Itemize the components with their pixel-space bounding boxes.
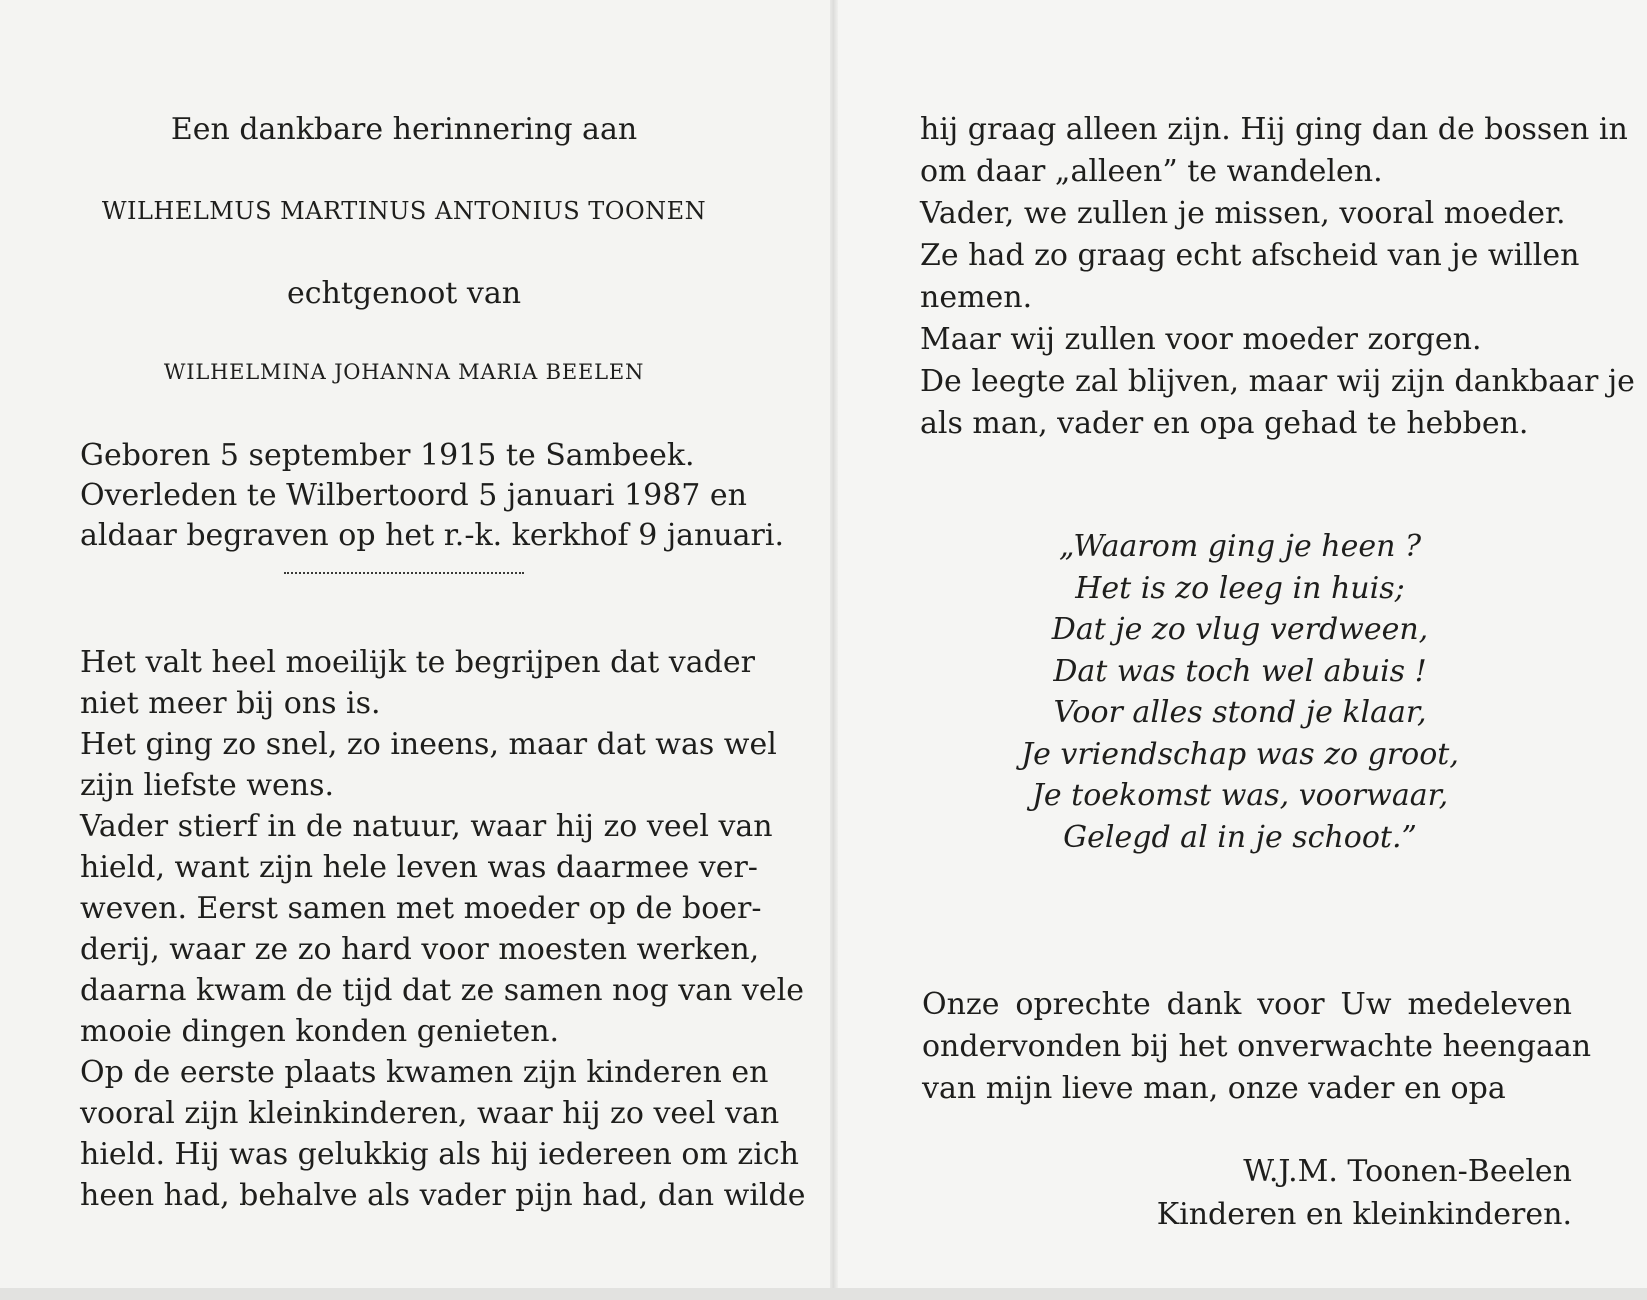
card-bottom-edge xyxy=(0,1288,1647,1300)
poem xyxy=(1000,526,1480,858)
body-line: hield, want zijn hele leven was daarmee ver- xyxy=(80,850,758,885)
body-line: derij, waar ze zo hard voor moesten werken, xyxy=(80,932,760,967)
body-line: Vader, we zullen je missen, vooral moeder. xyxy=(920,196,1566,231)
body-line: De leegte zal blijven, maar wij zijn dankbaar je xyxy=(920,364,1635,399)
thanks-line: van mijn lieve man, onze vader en opa xyxy=(922,1071,1506,1106)
signature-name: W.J.M. Toonen-Beelen xyxy=(1243,1154,1572,1189)
signature-family: Kinderen en kleinkinderen. xyxy=(1156,1197,1572,1232)
body-line: Het valt heel moeilijk te begrijpen dat vader xyxy=(80,645,755,680)
intro-text: Een dankbare herinnering aan xyxy=(170,112,638,147)
body-line: mooie dingen konden genieten. xyxy=(80,1014,560,1049)
body-line: niet meer bij ons is. xyxy=(80,686,381,721)
body-line: Maar wij zullen voor moeder zorgen. xyxy=(920,322,1482,357)
poem-line: Voor alles stond je klaar, xyxy=(1053,695,1427,730)
thanks-line: ondervonden bij het onverwachte heengaan xyxy=(922,1029,1592,1064)
poem-line: Je vriendschap was zo groot, xyxy=(1021,736,1459,772)
body-line: Op de eerste plaats kwamen zijn kinderen en xyxy=(80,1055,769,1090)
body-line: nemen. xyxy=(920,280,1033,315)
spouse-intro: echtgenoot van xyxy=(286,276,522,311)
body-line: hij graag alleen zijn. Hij ging dan de bossen in xyxy=(920,112,1628,147)
thanks-line: Onze oprechte dank voor Uw medeleven xyxy=(922,987,1572,1022)
body-line: Ze had zo graag echt afscheid van je willen xyxy=(920,238,1580,273)
deceased-name: WILHELMUS MARTINUS ANTONIUS TOONEN xyxy=(101,197,707,225)
poem-line: Je toekomst was, voorwaar, xyxy=(1031,778,1449,813)
body-line: daarna kwam de tijd dat ze samen nog van vele xyxy=(80,973,804,1008)
poem-line: Gelegd al in je schoot.” xyxy=(1063,819,1417,855)
spouse-name: WILHELMINA JOHANNA MARIA BEELEN xyxy=(163,360,645,384)
poem-line: „Waarom ging je heen ? xyxy=(1058,529,1422,564)
death-line: Overleden te Wilbertoord 5 januari 1987 en xyxy=(80,478,747,513)
birth-line: Geboren 5 september 1915 te Sambeek. xyxy=(80,438,695,473)
card-fold xyxy=(830,0,838,1290)
body-line: Het ging zo snel, zo ineens, maar dat was wel xyxy=(80,727,777,762)
poem-line: Dat was toch wel abuis ! xyxy=(1053,653,1427,689)
body-line: vooral zijn kleinkinderen, waar hij zo veel van xyxy=(80,1096,780,1131)
body-line: weven. Eerst samen met moeder op de boer- xyxy=(80,891,762,926)
dotted-divider xyxy=(284,572,524,574)
burial-line: aldaar begraven op het r.-k. kerkhof 9 januari. xyxy=(80,518,785,553)
body-line: om daar „alleen” te wandelen. xyxy=(920,154,1383,189)
body-line: Vader stierf in de natuur, waar hij zo veel van xyxy=(80,809,773,844)
poem-line: Dat je zo vlug verdween, xyxy=(1051,612,1429,647)
body-line: hield. Hij was gelukkig als hij iedereen om zich xyxy=(80,1137,799,1172)
poem-line: Het is zo leeg in huis; xyxy=(1075,570,1405,606)
body-line: heen had, behalve als vader pijn had, dan wilde xyxy=(80,1178,806,1213)
body-line: als man, vader en opa gehad te hebben. xyxy=(920,406,1529,441)
body-line: zijn liefste wens. xyxy=(80,768,335,803)
